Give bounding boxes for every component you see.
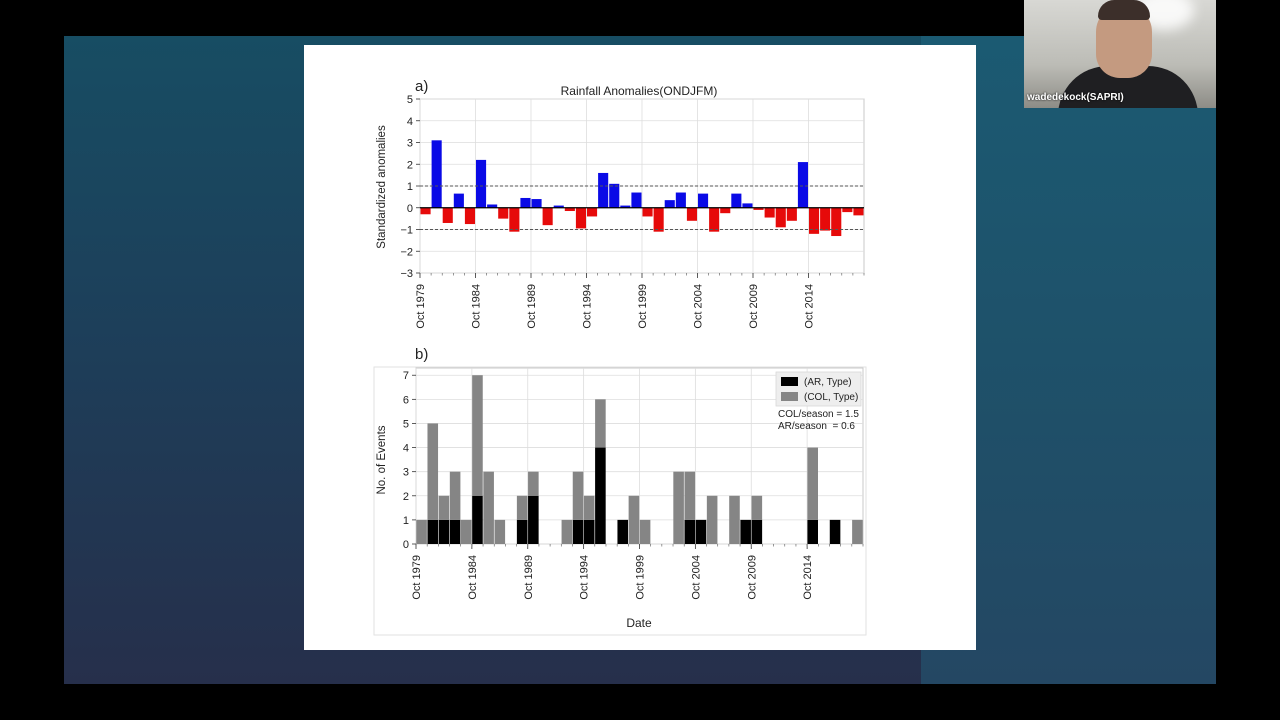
x-tick-label: Oct 1989: [522, 555, 535, 600]
annotation-col-per-season: COL/season = 1.5: [778, 409, 859, 420]
ar-event-bar: [595, 448, 606, 544]
anomaly-bar: [432, 140, 442, 207]
ar-event-bar: [752, 520, 763, 544]
y-tick-label: −1: [400, 224, 413, 237]
col-event-bar: [852, 520, 863, 544]
y-tick-label: 2: [402, 490, 409, 503]
ar-event-bar: [450, 520, 461, 544]
anomaly-bar: [820, 208, 830, 231]
col-event-bar: [685, 472, 696, 520]
x-tick-label: Oct 1999: [637, 284, 649, 329]
x-tick-label: Oct 2004: [690, 555, 703, 600]
chart-a-ylabel: Standardized anomalies: [376, 125, 388, 249]
y-tick-label: 1: [402, 514, 409, 527]
ar-event-bar: [517, 520, 528, 544]
anomaly-bar: [798, 162, 808, 208]
col-event-bar: [595, 399, 606, 447]
ar-event-bar: [830, 520, 841, 544]
annotation-ar-per-season: AR/season = 0.6: [778, 421, 855, 432]
anomaly-bar: [742, 203, 752, 207]
col-event-bar: [439, 496, 450, 520]
participant-hair: [1098, 0, 1150, 20]
col-event-bar: [562, 520, 573, 544]
col-event-bar: [528, 472, 539, 496]
anomaly-bar: [421, 208, 431, 215]
anomaly-bar: [587, 208, 597, 217]
ar-event-bar: [807, 520, 818, 544]
ar-event-bar: [617, 520, 628, 544]
x-tick-label: Oct 2009: [748, 284, 760, 329]
anomaly-bar: [720, 208, 730, 213]
x-tick-label: Oct 1999: [634, 555, 647, 600]
anomaly-bar: [853, 208, 863, 216]
col-event-bar: [517, 496, 528, 520]
x-tick-label: Oct 1979: [411, 555, 423, 600]
col-event-bar: [707, 496, 718, 544]
x-tick-label: Oct 1984: [470, 284, 483, 329]
legend-label-ar: (AR, Type): [804, 377, 852, 388]
chart-b-y-ticks: [403, 370, 416, 551]
chart-b-xlabel: Date: [626, 616, 652, 630]
panel-a-label: a): [415, 78, 429, 95]
anomaly-bar: [698, 194, 708, 208]
anomaly-bar: [765, 208, 775, 218]
x-tick-label: Oct 1984: [466, 555, 479, 600]
anomaly-bar: [787, 208, 797, 221]
y-tick-label: 4: [406, 115, 413, 128]
anomaly-bar: [509, 208, 519, 232]
anomaly-bar: [498, 208, 508, 219]
col-event-bar: [573, 472, 584, 520]
anomaly-bar: [543, 208, 553, 225]
y-tick-label: 4: [402, 442, 409, 455]
ar-event-bar: [573, 520, 584, 544]
ar-event-bar: [528, 496, 539, 544]
anomaly-bar: [631, 193, 641, 208]
anomaly-bar: [831, 208, 841, 236]
col-event-bar: [752, 496, 763, 520]
x-tick-label: Oct 2014: [803, 284, 816, 329]
x-tick-label: Oct 1979: [415, 284, 427, 329]
anomaly-bar: [532, 199, 542, 208]
y-tick-label: 7: [402, 370, 409, 383]
legend-swatch-col: [781, 392, 798, 401]
y-tick-label: −3: [400, 268, 413, 280]
chart-b-ylabel: No. of Events: [376, 425, 388, 495]
legend-swatch-ar: [781, 377, 798, 386]
chart-b-x-ticks: [411, 544, 863, 600]
y-tick-label: 6: [402, 394, 409, 407]
col-event-bar: [629, 496, 640, 544]
anomaly-bar: [654, 208, 664, 232]
ar-event-bar: [472, 496, 483, 544]
anomaly-bar: [454, 194, 464, 208]
panel-b-label: b): [415, 346, 429, 363]
presentation-slide: [304, 45, 976, 650]
ar-event-bar: [740, 520, 751, 544]
x-tick-label: Oct 2009: [746, 555, 759, 600]
chart-a-x-ticks: [415, 273, 864, 329]
col-event-bar: [584, 496, 595, 520]
y-tick-label: 2: [406, 159, 413, 172]
y-tick-label: −2: [400, 246, 413, 259]
col-event-bar: [416, 520, 427, 544]
anomaly-bar: [731, 194, 741, 208]
anomaly-bar: [476, 160, 486, 208]
x-tick-label: Oct 2004: [692, 284, 705, 329]
chart-a-y-ticks: [400, 94, 420, 280]
participant-name-label: wadedekock(SAPRI): [1027, 92, 1124, 103]
col-event-bar: [483, 472, 494, 544]
event-count-chart: [374, 346, 866, 635]
anomaly-bar: [576, 208, 586, 229]
anomaly-bar: [465, 208, 475, 224]
ar-event-bar: [584, 520, 595, 544]
anomaly-bar: [643, 208, 653, 217]
y-tick-label: 1: [406, 181, 413, 193]
anomaly-bar: [687, 208, 697, 221]
x-tick-label: Oct 2014: [802, 555, 815, 600]
col-event-bar: [472, 375, 483, 496]
y-tick-label: 0: [406, 202, 413, 215]
chart-b-legend: [776, 372, 861, 406]
col-event-bar: [640, 520, 651, 544]
y-tick-label: 5: [406, 94, 413, 106]
figure-canvas: [304, 45, 976, 650]
anomaly-bar: [598, 173, 608, 208]
col-event-bar: [729, 496, 740, 544]
x-tick-label: Oct 1994: [581, 284, 594, 329]
ar-event-bar: [427, 520, 438, 544]
anomaly-bar: [443, 208, 453, 223]
legend-label-col: (COL, Type): [804, 392, 859, 403]
col-event-bar: [495, 520, 506, 544]
y-tick-label: 5: [402, 418, 409, 431]
participant-video-tile[interactable]: [1024, 0, 1216, 108]
ar-event-bar: [439, 520, 450, 544]
col-event-bar: [427, 423, 438, 519]
y-tick-label: 0: [402, 539, 409, 551]
anomaly-bar: [665, 200, 675, 208]
anomaly-bar: [609, 184, 619, 208]
anomaly-bar: [676, 193, 686, 208]
col-event-bar: [673, 472, 684, 544]
anomaly-bar: [776, 208, 786, 228]
y-tick-label: 3: [406, 137, 413, 150]
x-tick-label: Oct 1994: [578, 555, 591, 600]
anomaly-bar: [842, 208, 852, 212]
col-event-bar: [461, 520, 472, 544]
anomaly-bar: [520, 198, 530, 208]
chart-a-title: Rainfall Anomalies(ONDJFM): [560, 84, 718, 98]
y-tick-label: 3: [402, 466, 409, 479]
x-tick-label: Oct 1989: [526, 284, 538, 329]
anomaly-bar: [709, 208, 719, 232]
col-event-bar: [807, 448, 818, 520]
rainfall-anomaly-chart: [376, 78, 864, 329]
ar-event-bar: [685, 520, 696, 544]
col-event-bar: [450, 472, 461, 520]
ar-event-bar: [696, 520, 707, 544]
